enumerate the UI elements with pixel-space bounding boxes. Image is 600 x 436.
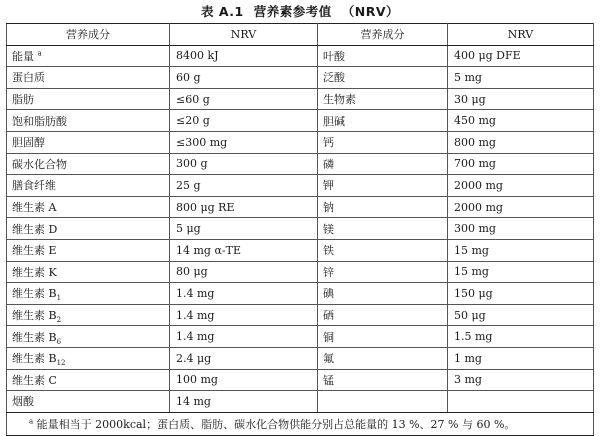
nutrient-label: 维生素 K [12, 265, 57, 279]
table-row [7, 153, 594, 175]
table-row [7, 196, 594, 218]
caption-abbr: （NRV） [341, 4, 399, 19]
nutrient-name-left [7, 369, 170, 391]
table-row [7, 347, 594, 369]
nrv-value-left: 1.4 mg [170, 283, 318, 305]
nutrient-name-right: 氟 [318, 347, 448, 369]
nutrient-label: 维生素 D [12, 222, 58, 236]
nutrient-name-right: 叶酸 [318, 45, 448, 67]
nutrient-name-left [7, 326, 170, 348]
header-nutrient-left: 营养成分 [7, 24, 170, 46]
nutrient-name-left [7, 347, 170, 369]
nrv-value-left: 300 g [170, 153, 318, 175]
nutrient-name-left [7, 88, 170, 110]
nutrient-name-right: 钾 [318, 175, 448, 197]
nrv-value-right: 1 mg [448, 347, 594, 369]
footnote [7, 412, 594, 435]
nrv-value-left: 2.4 μg [170, 347, 318, 369]
table-row [7, 239, 594, 261]
footnote-text: 能量相当于 2000kcal；蛋白质、脂肪、碳水化合物供能分别占总能量的 13 %、27 % 与 60 %。 [33, 417, 516, 431]
footnote-marker: a [29, 417, 34, 426]
nrv-value-right: 2000 mg [448, 196, 594, 218]
nutrient-subscript: 1 [56, 294, 62, 303]
table-row [7, 175, 594, 197]
nutrient-name-left [7, 153, 170, 175]
nutrient-name-left [7, 110, 170, 132]
table-row [7, 67, 594, 89]
footnote-ref: a [37, 49, 42, 58]
nutrient-label: 蛋白质 [12, 71, 45, 85]
nutrient-name-left [7, 45, 170, 67]
nrv-value-right: 5 mg [448, 67, 594, 89]
table-row [7, 131, 594, 153]
nutrient-name-right: 生物素 [318, 88, 448, 110]
table-row [7, 369, 594, 391]
nutrient-label: 维生素 A [12, 201, 57, 215]
nutrient-label: 维生素 E [12, 244, 57, 258]
table-row [7, 261, 594, 283]
nrv-value-left: 1.4 mg [170, 304, 318, 326]
nrv-value-right: 50 μg [448, 304, 594, 326]
nutrient-name-left [7, 283, 170, 305]
header-nrv-right: NRV [448, 24, 594, 46]
nutrient-label: 碳水化合物 [12, 157, 67, 171]
header-nutrient-right: 营养成分 [318, 24, 448, 46]
nutrient-name-right: 磷 [318, 153, 448, 175]
nutrient-subscript: 6 [56, 337, 62, 346]
nutrient-name-right: 硒 [318, 304, 448, 326]
table-row [7, 45, 594, 67]
nutrient-label: 维生素 B [12, 287, 57, 301]
nutrient-name-left [7, 175, 170, 197]
header-row [7, 24, 594, 46]
nutrient-name-right: 锰 [318, 369, 448, 391]
nutrient-subscript: 12 [56, 359, 66, 368]
nutrient-name-right: 镁 [318, 218, 448, 240]
nutrient-label: 维生素 B [12, 309, 57, 323]
table-row [7, 110, 594, 132]
nrv-value-left: 80 μg [170, 261, 318, 283]
nrv-value-left: ≤20 g [170, 110, 318, 132]
nutrient-label: 维生素 C [12, 373, 57, 387]
nrv-value-left: 14 mg α-TE [170, 239, 318, 261]
table-row [7, 218, 594, 240]
nutrient-name-left [7, 391, 170, 413]
nutrient-subscript: 2 [56, 316, 62, 325]
nutrient-name-right: 胆碱 [318, 110, 448, 132]
nutrient-name-left [7, 218, 170, 240]
nrv-table [6, 23, 594, 436]
nutrient-name-right: 钠 [318, 196, 448, 218]
nutrient-label: 胆固醇 [12, 136, 45, 150]
nutrient-name-right: 钙 [318, 131, 448, 153]
table-row [7, 391, 594, 413]
nutrient-name-left [7, 131, 170, 153]
nutrient-name-left [7, 304, 170, 326]
nrv-value-right [448, 391, 594, 413]
nrv-value-left: 8400 kJ [170, 45, 318, 67]
nrv-value-right: 30 μg [448, 88, 594, 110]
nrv-value-left: ≤60 g [170, 88, 318, 110]
nutrient-name-left [7, 196, 170, 218]
nutrient-label: 饱和脂肪酸 [12, 114, 67, 128]
nrv-value-left: 60 g [170, 67, 318, 89]
nrv-value-left: 800 μg RE [170, 196, 318, 218]
nrv-value-left: 25 g [170, 175, 318, 197]
nrv-value-right: 3 mg [448, 369, 594, 391]
table-row [7, 88, 594, 110]
nutrient-name-right: 铜 [318, 326, 448, 348]
caption-name: 营养素参考值 [253, 4, 332, 19]
nutrient-label: 脂肪 [12, 93, 34, 107]
nutrient-name-left [7, 261, 170, 283]
nutrient-label: 维生素 B [12, 330, 57, 344]
nutrient-name-right: 碘 [318, 283, 448, 305]
footnote-row [7, 412, 594, 435]
nutrient-name-right: 泛酸 [318, 67, 448, 89]
nrv-value-left: 100 mg [170, 369, 318, 391]
nrv-value-left: 1.4 mg [170, 326, 318, 348]
nrv-value-right: 800 mg [448, 131, 594, 153]
nrv-value-right: 700 mg [448, 153, 594, 175]
nutrient-label: 烟酸 [12, 395, 34, 409]
table-caption [0, 4, 600, 20]
nutrient-name-left [7, 67, 170, 89]
nutrient-label: 能量 [12, 49, 34, 63]
nutrient-label: 维生素 B [12, 352, 57, 366]
caption-number: 表 A.1 [201, 4, 244, 19]
table-row [7, 304, 594, 326]
nutrient-name-right [318, 391, 448, 413]
nrv-value-right: 300 mg [448, 218, 594, 240]
table-body [7, 45, 594, 412]
nutrient-label: 膳食纤维 [12, 179, 56, 193]
nrv-value-left: ≤300 mg [170, 131, 318, 153]
nrv-value-right: 150 μg [448, 283, 594, 305]
nutrient-name-right: 铁 [318, 239, 448, 261]
nutrient-name-left [7, 239, 170, 261]
nrv-value-right: 400 μg DFE [448, 45, 594, 67]
nrv-value-right: 1.5 mg [448, 326, 594, 348]
nrv-value-right: 15 mg [448, 239, 594, 261]
nrv-value-left: 14 mg [170, 391, 318, 413]
table-row [7, 326, 594, 348]
nutrient-name-right: 锌 [318, 261, 448, 283]
nrv-value-left: 5 μg [170, 218, 318, 240]
nrv-value-right: 450 mg [448, 110, 594, 132]
header-nrv-left: NRV [170, 24, 318, 46]
nrv-value-right: 15 mg [448, 261, 594, 283]
table-row [7, 283, 594, 305]
nrv-value-right: 2000 mg [448, 175, 594, 197]
